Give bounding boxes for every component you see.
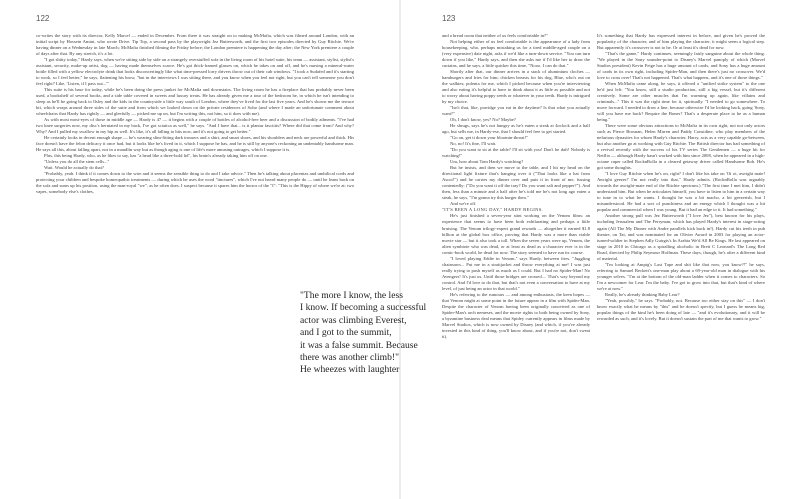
pull-quote-line: and I got to the summit, — [300, 327, 392, 339]
pull-quote-line: "The more I know, the less — [300, 290, 403, 301]
section-lead-in: "IT'S BEEN A LONG DAY," HARDY BEGINS. — [442, 207, 544, 213]
paragraph: No, no! It's fine, I'll wait. — [450, 141, 497, 147]
paragraph: There were some obvious attractions to McMafia in its own right, not not only actors such as Pierce Brosnan, Helen Mirren and Paddy Considine, who play members of the nefarious dynasties for whom Hardy's character, Harry, acts as a very capable go-between, but also another go at working with Guy Ritchie. The British director has had something of a revival recently with the success of his TV series The Gentlemen — a huge hit for Netflix — although Hardy hasn't worked with him since 2008, when he appeared in a high-octane caper called RocknRolla in a cleared getaway driver called Handsome Bob. He's got some thoughts. — [597, 123, 765, 171]
pull-quote-line: there was another climb!" — [300, 352, 400, 364]
paragraph: This suite is his base for today, while he's been doing the press junket for McMafia and downstairs. The living room he has a fireplace that has probably never been used, a bookshelf of several books, and a side table covered in sweets and luxury treats. He has already given me a tour of the bedroom he, in which he isn't intending to sleep as he'll be going back to Ilsley and the kids in the countryside a little way south of London, where they've lived for the last five years. And he's shown me the terrace bit, which wraps around three sides of the suite and from which we looked down on the private residences of Soho (and where I made an unfortunate comment about wheelchairs that Hardy has rightly — and gleefully — picked me up on, but I'm writing this, not him, so it does with me). — [36, 87, 354, 117]
paragraph: "I love Guy Ritchie when he's on, right? I don't like his take on 'Oi oi, awright mate! Awright geezer!' I'm not really into that," Hardy admits. (RocknRolla was arguably towards the awright-mate end of the Ritchie spectrum.) "The first time I met him, I didn't understand him. But when he articulates himself, you have to listen to him in a certain way to tune in to what he wants. I thought he was a bit macho, a bit geezerish, but I misunderstood. He had a sort of punchiness and an energy which I thought was a bit popular and commercial when I was young. But it had an edge to it. It had something." — [597, 171, 765, 213]
pull-quote-line: actor was climbing Everest, — [300, 314, 407, 326]
paragraph: It's something that Hardy has expressed interest in before, and given he's proved the popularity of the character, and of him playing the character, it might seem a logical step. But apparently it's crossover is not to be. Or at least it's dead for now. — [597, 33, 765, 51]
paragraph: But he insists, and then we move to the table, and I hit my head on the directional light fixture that's hanging over it ("That looks like a hat from Ascot!") and he carries my dinner over and puts it in front of me, fussing contentedly: ("Do you want it off the tray? Do you want salt and pepper?"). And then, less than a minute and a half after he's told me he's not long ago eaten a steak, he says, "I'm gonna try this burger then." — [442, 165, 590, 201]
page-gutter — [399, 0, 401, 499]
pull-quote-line: it was a false summit. Because — [300, 339, 418, 351]
paragraph: When McMafia came along, he says, it offered a "unified strike system" to the one he'd just left: "You know, still a studio production, still a big vessel, but it's different creatively. Some are other muscles that I'm warming up again, like villains and criminals..." This it was the right time for it, spiritually. "I needed to go somewhere. To move forward. I needed to draw a line, because otherwise I'd be looking back, going 'Sony, will you have me back? Require the Bones? That's a desperate place to be as a human being." — [597, 81, 765, 123]
paragraph: "Unless you do all the stem cells..." — [44, 159, 110, 165]
paragraph: "Probably, yeah. I think if it comes down to the wire and it seems the sensible thing to do and I take advice." Then he's talking about placentas and umbilical cords and protecting your children and bespoke homeopathic treatments — during which he uses the word "tinctures", which I've not heard many people do — until he leans back on the sofa and sums up his position, using the man-royal "we", as he often does. I suspect because it spares him the horror of the "I": "This is the Hippy of where we're at: two vapes, somebody else's clothes, — [36, 171, 354, 195]
page-number-left: 122 — [36, 14, 50, 23]
paragraph: Wait. Would he actually do that? — [44, 165, 104, 171]
paragraph: "Yeah, possibly," he says. "Probably, not. Because too either stay on this" — I don't know exactly what he means by "this" and he doesn't specify, but I guess he means big, popular things of the kind he's been doing of late — "and it's evolutionary, and it will be rewarded as such, and it's lovely. But it doesn't sustain the part of me that wants to grow." — [597, 297, 765, 321]
paragraph: Oh, I don't know, yes? No? Maybe? — [450, 117, 516, 123]
paragraph: "I'm looking at Ampig's Last Tape and shit like that now, you know?!" he says, referring to Samuel Beckett's one-man play about a 69-year-old man in dialogue with his younger selves. "I'm at the bottom of the old-man ladder when it comes to characters. So I'm a newcomer for Lear. I'm the baby. I've got to grow into that, but that's kind of where we're at now." — [597, 261, 765, 291]
paragraph: Not helping either of us feel comfortable is the appearance of a lady from housekeeping, who, perhaps mistaking us for a tired middle-aged couple on a (very expensive) date night, asks if we'd like a turn-down service. "You can turn down if you like," Hardy says, and then she asks me if I'd like her to draw the curtains, and he says, a little quicker this time, "Nooo. I can do that." — [442, 39, 590, 69]
pull-quote-line: He wheezes with laughter — [300, 364, 400, 376]
paragraph: As with most most-eyes of those in middle age — Hardy is 47 — it begins with a couple of bottles of alcohol-free beer and a discussion of bodily ailments. "I've had two knee surgeries now, my disc's herniated in my back, I've got sciatica as well," he says. "And I have that... is it plantar fasciitis? Where did that come from? And why? Why? And I pulled my swallow in my hip as well. It's like, it's all falling to bits now, and it's not going to get better." — [36, 117, 354, 135]
paragraph: He's referring to the rumours — and among enthusiasts, the keen hopes — that Venom might at some point in the future appear in a film with Spider-Man. Despite the character of Venom having been originally conceived as one of Spider-Man's arch nemeses, and the movie rights to both being owned by Sony, a byzantine business deal means that Spidey currently appears in films made by Marvel Studios, which is now owned by Disney (and which, if you've already invested in this kind of thing, you'll know about, and if you're not, don't sweat it). — [442, 291, 590, 339]
text-column-middle — [442, 33, 590, 339]
text-column-right — [597, 33, 765, 473]
paragraph: He shrugs, says he's not hungry as he's eaten a steak at 4oclock and a half ago, but sells me, in Hardy-ese, that I should feel free to get started. — [442, 123, 590, 135]
paragraph: "Go on, get it down your bloomin-throat!" — [450, 135, 528, 141]
paragraph: co-writes the story with its director, Kelly Marcel — ended in December. From there it was straight on to making McMafia, which was filmed around London, with an initial script by Hossein Amini, who wrote Drive. Tip Top, a second pass by the playwright Jez Butterworth, and the first two episodes directed by Guy Ritchie. We're having dinner on a Wednesday in late March; McMafia finished filming the Friday before; the London premiere is happening the day after; the New York premiere a couple of days after that. By any stretch, it's a lot. — [36, 33, 354, 57]
paragraph: Another strong pull was Jez Butterworth ("I love Jez"), best known for his plays, including Jerusalem and The Ferryman, which has played Hardy's interest in stage-acting again (All The My Dinner with Andre parallels kick back in!). Hardy cut his teeth in pub theatre, on Tat, and was nominated for an Olivier Award in 2003 for playing an actor-turned-soldier in Stephen Adly Guirgis's In Arabia We'd All Be Kings. He last appeared on stage in 2010 in Chicago as a spiralling alcoholic in Brett C Leonard's The Long Red Road, directed by Philip Seymour Hoffman. These days, though, he's after a different kind of material. — [597, 213, 765, 261]
paragraph: And we're off. — [450, 201, 477, 207]
paragraph: "That's the game," Hardy continues, seemingly fairly sanguine about the whole thing. "We played in the Sony sounder-point to Disney's Marvel panoply of which (Marvel Studios president) Kevin Feige has a huge amount of cards, and Sony has a huge amount of cards in its own right, including Spider-Man, and then there's just no crossover. We'd love to cross over! That's not happened. That's what happens, and it's one of those things." — [597, 51, 765, 81]
paragraph: Really, he's already thinking Baby Lear? — [605, 291, 680, 297]
paragraph: He's just finished a seven-year stint working on the Venom films: an experience that seems to have been both exhilarating and perhaps a little bruising. The Venom trilogy-expert grand rewards — altogether it earned $1.8 billion at the global box office, proving that Hardy was a more than viable movie star — but it also took a toll. When the seven years were up, Venom, the alien symbiote who was dead, or at least as dead as a character ever is in the comic-book world, he dead for now. The story seemed to have run its course. — [442, 213, 590, 255]
paragraph: "Isn't that, like, porridge you eat in the daytime? Is that what you actually want?" — [442, 105, 590, 117]
pull-quote-line: I know. If becoming a successful — [300, 302, 427, 314]
paragraph: and a bread room that neither of us feels comfortable in?" — [442, 33, 548, 38]
paragraph: Um, how about Tom Hardy's watching? — [450, 159, 524, 165]
paragraph: Plus, this being Hardy, who, as he likes to say, has "a head like a three-hold lid", his brain's already taking him off on one. — [44, 153, 268, 159]
pull-quote — [300, 290, 480, 377]
text-column-left — [36, 33, 354, 473]
paragraph: "Do you want to sit at the table? I'll sit with you! Don't be daft! Nobody is watching!" — [442, 147, 590, 159]
paragraph: He certainly looks in decent enough shape — he's wearing slim-fitting dark trousers and a shirt, and smart shoes, and his shoulders and neck are powerful and thick. His face doesn't have the felon delicacy it once had, but it looks like he's lived in it, which I suppose he has, and he is still by anyone's reckoning an undeniably handsome man. He says all this, about falling apart, not in a maudlin way but as though aging is one of life's more amusing outrages, which I suppose it is. — [36, 135, 354, 153]
page-number-right: 123 — [442, 14, 456, 23]
paragraph: "I loved playing Eddie in Venom," says Hardy, between fries. "Juggling chainsaws... Put me in a straitjacket and throw everything at me! I was just really trying to push myself as much as I could. But I had no Spider-Man! No Avengers! It's just us. Until those bridges are crossed.... That's way beyond my control. And I'd love to do that, but that's not even a conversation to have at my level, of just being an actor in that world." — [442, 255, 590, 291]
paragraph: "I got shitty today," Hardy says, when we're sitting side by side on a strangely overstuffed sofa in the living room of his hotel suite, his team — assistant, stylist, stylist's assistant, security, make-up artist, dog — having made themselves scarce. He's got thick-framed glasses on, which he takes on and off, and he's nursing a mineral-water bottle filled with a yellow electrolyte drink that looks disconcertingly like what time-pressed lorry drivers throw out of their cab windows. "I took a Sudafed and it's starting to work, so I feel better," he says, flattening his brow, "but in the interviews I was sitting there, and you know when you feel not right, but you can't tell someone you don't feel right? Like, 'Listen, if I pass out...'" — [36, 57, 354, 87]
paragraph: Shortly after that, our dinner arrives in a stack of aluminium cloches — hamburgers and fries for him; chicken breasts for his dog, Blue, who's out on the walkies; polenta for me, which I picked because when you're interviewing and also eating it's helpful to have to think about it as little as possible and not to worry about having poppy seeds or whatever in your teeth. Hardy is intrigued by my choice. — [442, 69, 590, 105]
